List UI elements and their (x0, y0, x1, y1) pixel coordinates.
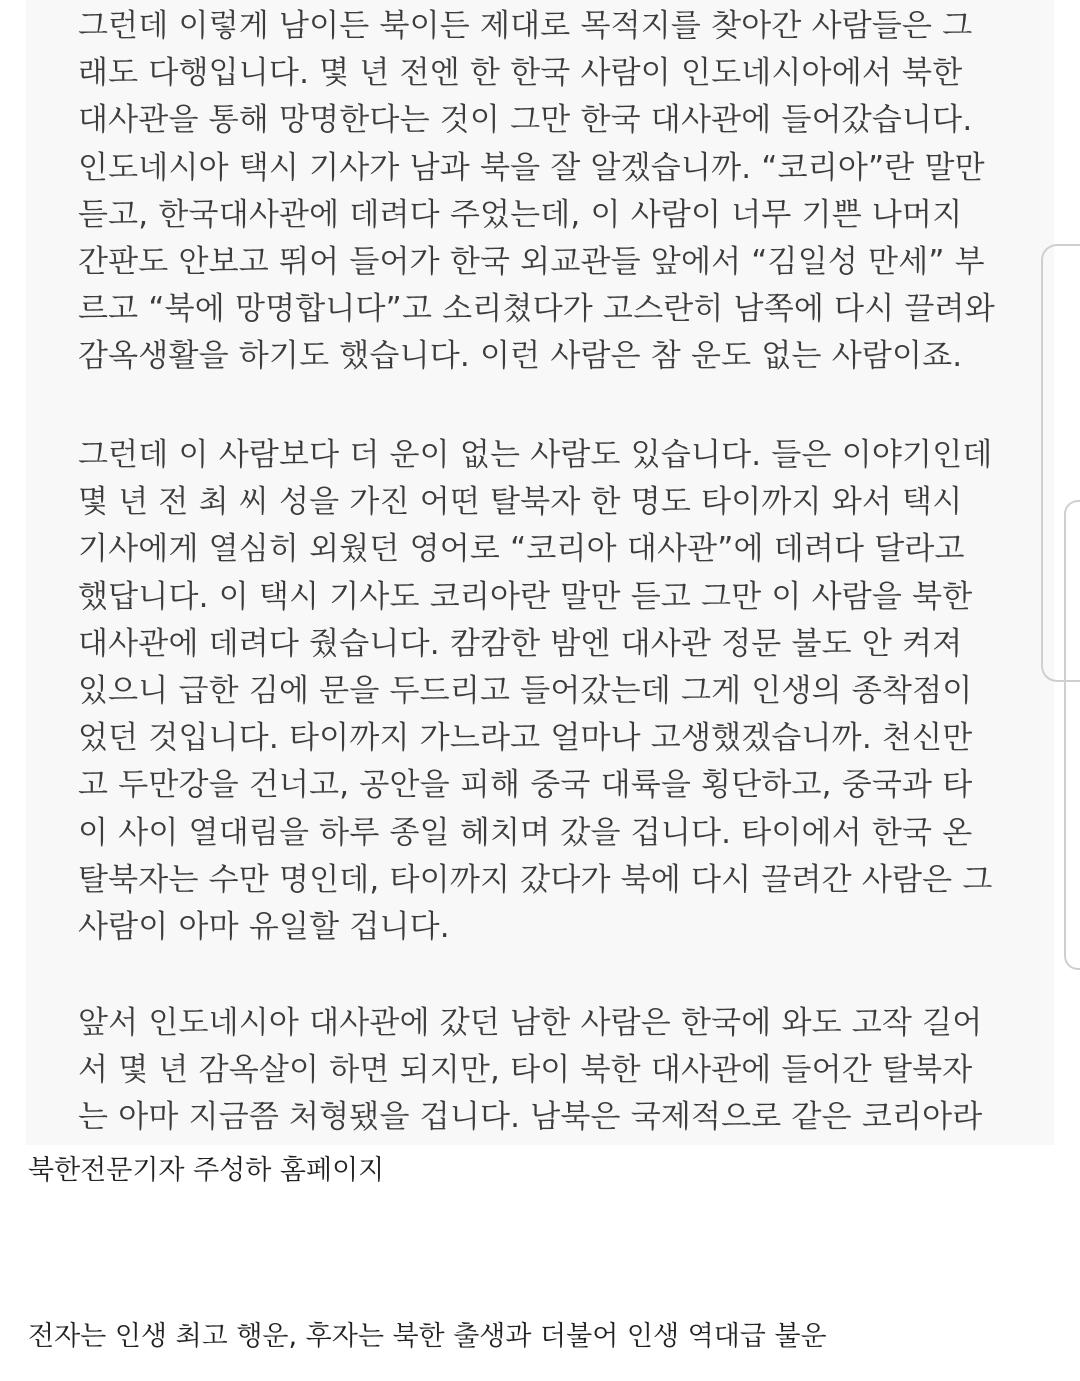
article-line: 사람이 아마 유일할 겁니다. (78, 908, 450, 945)
article-line: 는 아마 지금쯤 처형됐을 겁니다. 남북은 국제적으로 같은 코리아라 (78, 1099, 983, 1136)
paragraph-1 (78, 3, 995, 381)
article-line: 었던 것입니다. 타이까지 가느라고 얼마나 고생했겠습니까. 천신만 (78, 720, 973, 757)
article-line: 르고 “북에 망명합니다”고 소리쳤다가 고스란히 남쪽에 다시 끌려와 (78, 291, 995, 328)
article-line: 이 사이 열대림을 하루 종일 헤치며 갔을 겁니다. 타이에서 한국 온 (78, 814, 973, 851)
article-line: 있으니 급한 김에 문을 두드리고 들어갔는데 그게 인생의 종착점이 (78, 672, 973, 709)
paragraph-2 (78, 432, 992, 951)
article-line: 고 두만강을 건너고, 공안을 피해 중국 대륙을 횡단하고, 중국과 타 (78, 767, 973, 804)
article-line: 대사관을 통해 망명한다는 것이 그만 한국 대사관에 들어갔습니다. (78, 102, 973, 139)
post-comment: 전자는 인생 최고 행운, 후자는 북한 출생과 더불어 인생 역대급 불운 (28, 1321, 827, 1352)
scroll-edge-handle-secondary[interactable] (1064, 500, 1080, 970)
article-line: 기사에게 열심히 외웠던 영어로 “코리아 대사관”에 데려다 달라고 (78, 531, 965, 568)
article-line: 했답니다. 이 택시 기사도 코리아란 말만 듣고 그만 이 사람을 북한 (78, 578, 973, 615)
article-line: 래도 다행입니다. 몇 년 전엔 한 한국 사람이 인도네시아에서 북한 (78, 55, 963, 92)
article-line: 서 몇 년 감옥살이 하면 되지만, 타이 북한 대사관에 들어간 탈북자 (78, 1052, 973, 1089)
article-line: 듣고, 한국대사관에 데려다 주었는데, 이 사람이 너무 기쁜 나머지 (78, 196, 963, 233)
paragraph-3 (78, 1000, 982, 1142)
article-line: 그런데 이렇게 남이든 북이든 제대로 목적지를 찾아간 사람들은 그 (78, 8, 973, 44)
article-line: 인도네시아 택시 기사가 남과 북을 잘 알겠습니까. “코리아”란 말만 (78, 149, 985, 186)
article-line: 앞서 인도네시아 대사관에 갔던 남한 사람은 한국에 와도 고작 길어 (78, 1005, 983, 1041)
source-caption: 북한전문기자 주성하 홈페이지 (28, 1155, 385, 1186)
article-line: 대사관에 데려다 줬습니다. 캄캄한 밤엔 대사관 정문 불도 안 켜져 (78, 625, 963, 662)
article-line: 간판도 안보고 뛰어 들어가 한국 외교관들 앞에서 “김일성 만세” 부 (78, 243, 985, 280)
article-line: 탈북자는 수만 명인데, 타이까지 갔다가 북에 다시 끌려간 사람은 그 (78, 861, 993, 898)
article-line: 몇 년 전 최 씨 성을 가진 어떤 탈북자 한 명도 타이까지 와서 택시 (78, 484, 963, 521)
article-line: 그런데 이 사람보다 더 운이 없는 사람도 있습니다. 들은 이야기인데 (78, 437, 993, 473)
article-line: 감옥생활을 하기도 했습니다. 이런 사람은 참 운도 없는 사람이죠. (78, 338, 963, 375)
